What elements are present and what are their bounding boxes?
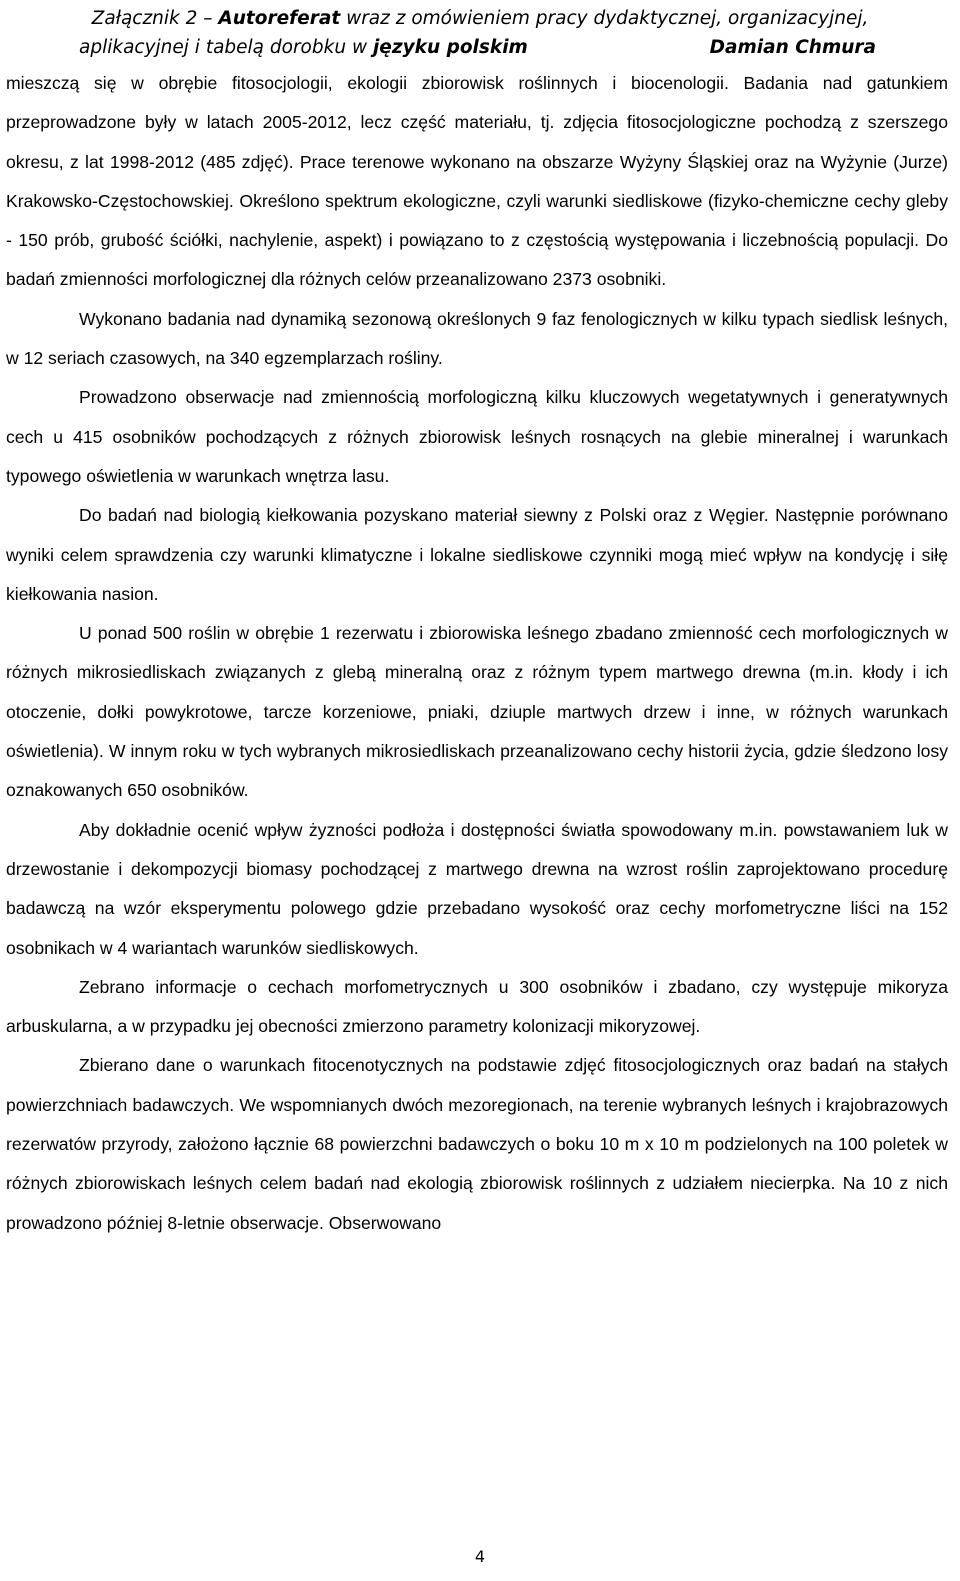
page-header	[0, 4, 960, 62]
header-autoreferat: Autoreferat	[218, 8, 341, 29]
header-prefix: Załącznik 2 –	[91, 8, 219, 29]
header-line-2	[0, 33, 960, 62]
page-number: 4	[474, 1547, 486, 1566]
paragraph: Aby dokładnie ocenić wpływ żyzności podłoża i dostępności światła spowodowany m.in. powstawaniem luk w drzewostanie i dekompozycji biomasy pochodzącej z martwego drewna na wzrost roślin zaprojektowano procedurę badawczą na wzór eksperymentu polowego gdzie przebadano wysokość oraz cechy morfometryczne liści na 152 osobnikach w 4 wariantach warunków siedliskowych.	[6, 819, 948, 958]
paragraph: Wykonano badania nad dynamiką sezonową określonych 9 faz fenologicznych w kilku typach siedlisk leśnych, w 12 seriach czasowych, na 340 egzemplarzach rośliny.	[6, 308, 948, 369]
header-suffix: wraz z omówieniem pracy dydaktycznej, organizacyjnej,	[340, 8, 869, 29]
header-line-1	[0, 4, 960, 33]
header-author: Damian Chmura	[709, 37, 876, 58]
header-line-2-prefix: aplikacyjnej i tabelą dorobku w	[79, 37, 373, 58]
paragraph: Zbierano dane o warunkach fitocenotycznych na podstawie zdjęć fitosocjologicznych oraz badań na stałych powierzchniach badawczych. We wspomnianych dwóch mezoregionach, na terenie wybranych leśnych i krajobrazowych rezerwatów przyrody, założono łącznie 68 powierzchni badawczych o boku 10 m x 10 m podzielonych na 100 poletek w różnych zbiorowiskach leśnych celem badań nad ekologią zbiorowisk roślinnych z udziałem niecierpka. Na 10 z nich prowadzono później 8-letnie obserwacje. Obserwowano	[6, 1055, 948, 1233]
body-text	[6, 64, 948, 1243]
paragraph: Prowadzono obserwacje nad zmiennością morfologiczną kilku kluczowych wegetatywnych i generatywnych cech u 415 osobników pochodzących z różnych zbiorowisk leśnych rosnących na glebie mineralnej i warunkach typowego oświetlenia w warunkach wnętrza lasu.	[6, 387, 948, 486]
paragraph: Zebrano informacje o cechach morfometrycznych u 300 osobników i zbadano, czy występuje mikoryza arbuskularna, a w przypadku jej obecności zmierzono parametry kolonizacji mikoryzowej.	[6, 976, 948, 1037]
header-language: języku polskim	[372, 37, 528, 58]
paragraph: U ponad 500 roślin w obrębie 1 rezerwatu i zbiorowiska leśnego zbadano zmienność cech morfologicznych w różnych mikrosiedliskach związanych z glebą mineralną oraz z różnym typem martwego drewna (m.in. kłody i ich otoczenie, dołki powykrotowe, tarcze korzeniowe, pniaki, dziuple martwych drzew i inne, w różnych warunkach oświetlenia). W innym roku w tych wybranych mikrosiedliskach przeanalizowano cechy historii życia, gdzie śledzono losy oznakowanych 650 osobników.	[6, 623, 948, 801]
paragraph: mieszczą się w obrębie fitosocjologii, ekologii zbiorowisk roślinnych i biocenologii. Badania nad gatunkiem przeprowadzone były w latach 2005-2012, lecz część materiału, tj. zdjęcia fitosocjologiczne pochodzą z szerszego okresu, z lat 1998-2012 (485 zdjęć). Prace terenowe wykonano na obszarze Wyżyny Śląskiej oraz na Wyżynie (Jurze) Krakowsko-Częstochowskiej. Określono spektrum ekologiczne, czyli warunki siedliskowe (fizyko-chemiczne cechy gleby - 150 prób, grubość ściółki, nachylenie, aspekt) i powiązano to z częstością występowania i liczebnością populacji. Do badań zmienności morfologicznej dla różnych celów przeanalizowano 2373 osobniki.	[6, 73, 948, 290]
header-line-2-left	[79, 33, 528, 62]
paragraph: Do badań nad biologią kiełkowania pozyskano materiał siewny z Polski oraz z Węgier. Następnie porównano wyniki celem sprawdzenia czy warunki klimatyczne i lokalne siedliskowe czynniki mogą mieć wpływ na kondycję i siłę kiełkowania nasion.	[6, 505, 948, 604]
